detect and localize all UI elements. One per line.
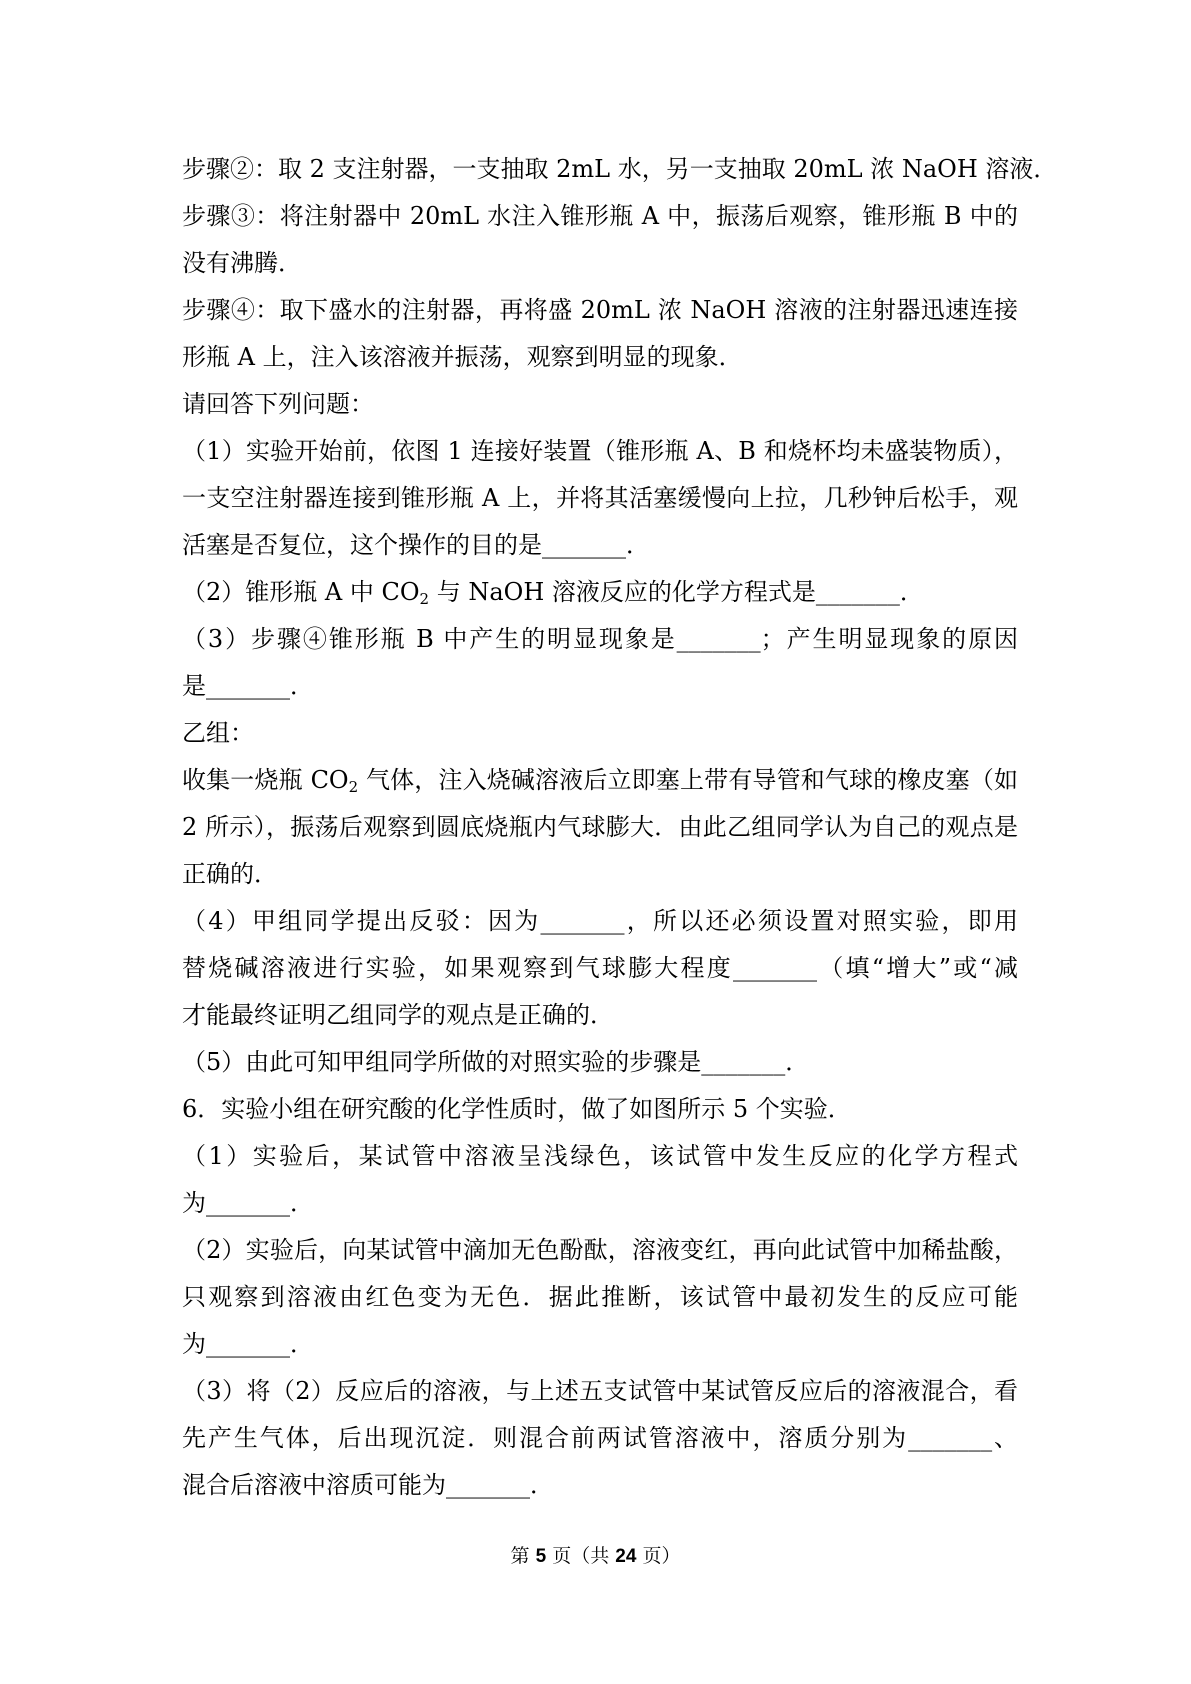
footer-total-pages: 24 <box>615 1546 637 1567</box>
text-line <box>182 146 1058 193</box>
text-line <box>182 616 1018 663</box>
text-segment: 形瓶 A 上，注入该溶液并振荡，观察到明显的现象． <box>182 343 743 371</box>
text-line <box>182 381 1018 428</box>
text-line <box>182 757 1018 804</box>
footer-page-number: 5 <box>535 1546 547 1567</box>
text-segment: 为_______． <box>182 1330 314 1358</box>
text-line <box>182 663 1018 710</box>
text-segment: 先产生气体，后出现沉淀．则混合前两试管溶液中，溶质分别为_______、 <box>182 1424 1018 1452</box>
footer-middle: 页（共 <box>546 1545 616 1567</box>
text-line <box>182 804 1018 851</box>
text-line <box>182 710 1018 757</box>
footer-suffix: 页） <box>636 1545 681 1567</box>
text-segment: 为_______． <box>182 1189 314 1217</box>
text-line <box>182 334 1018 381</box>
text-line <box>182 898 1018 945</box>
text-segment: （2）实验后，向某试管中滴加无色酚酞，溶液变红，再向此试管中加稀盐酸， <box>182 1236 1018 1264</box>
text-segment: 没有沸腾． <box>182 249 302 277</box>
text-line <box>182 1039 1018 1086</box>
text-segment: 正确的． <box>182 860 278 888</box>
text-segment: 是_______． <box>182 672 314 700</box>
text-line <box>182 1086 1018 1133</box>
text-segment: （4）甲组同学提出反驳：因为_______，所以还必须设置对照实验，即用 <box>182 907 1018 935</box>
text-segment: （2）锥形瓶 A 中 CO <box>182 578 420 606</box>
footer-prefix: 第 <box>510 1545 536 1567</box>
text-segment: 收集一烧瓶 CO <box>182 766 349 794</box>
text-segment: 乙组： <box>182 719 254 747</box>
text-line <box>182 287 1018 334</box>
text-line <box>182 522 1018 569</box>
text-line <box>182 1368 1018 1415</box>
text-line <box>182 240 1018 287</box>
text-segment: 混合后溶液中溶质可能为_______． <box>182 1471 554 1499</box>
text-line <box>182 475 1018 522</box>
text-segment: 只观察到溶液由红色变为无色．据此推断，该试管中最初发生的反应可能 <box>182 1283 1018 1311</box>
text-line <box>182 1133 1018 1180</box>
page-footer <box>0 1543 1191 1570</box>
text-line <box>182 1321 1018 1368</box>
text-segment: 才能最终证明乙组同学的观点是正确的． <box>182 1001 614 1029</box>
text-segment: （3）步骤④锥形瓶 B 中产生的明显现象是_______；产生明显现象的原因 <box>182 625 1018 653</box>
text-line <box>182 851 1018 898</box>
text-segment: 6．实验小组在研究酸的化学性质时，做了如图所示 5 个实验． <box>182 1095 852 1123</box>
text-segment: 一支空注射器连接到锥形瓶 A 上，并将其活塞缓慢向上拉，几秒钟后松手，观 <box>182 484 1018 512</box>
text-segment: （5）由此可知甲组同学所做的对照实验的步骤是_______． <box>182 1048 810 1076</box>
text-line <box>182 193 1018 240</box>
text-segment: 活塞是否复位，这个操作的目的是_______． <box>182 531 650 559</box>
subscript: 2 <box>348 778 359 796</box>
text-line <box>182 1227 1018 1274</box>
text-segment: （1）实验后，某试管中溶液呈浅绿色，该试管中发生反应的化学方程式 <box>182 1142 1018 1170</box>
page-content <box>182 146 1058 1509</box>
text-line <box>182 569 1018 616</box>
text-segment: 2 所示），振荡后观察到圆底烧瓶内气球膨大．由此乙组同学认为自己的观点是 <box>182 813 1018 841</box>
text-segment: 步骤③：将注射器中 20mL 水注入锥形瓶 A 中，振荡后观察，锥形瓶 B 中的 <box>182 202 1018 230</box>
text-segment: 步骤④：取下盛水的注射器，再将盛 20mL 浓 NaOH 溶液的注射器迅速连接 <box>182 296 1018 324</box>
text-line <box>182 945 1018 992</box>
text-line <box>182 992 1018 1039</box>
text-line <box>182 1180 1018 1227</box>
text-segment: （3）将（2）反应后的溶液，与上述五支试管中某试管反应后的溶液混合，看 <box>182 1377 1018 1405</box>
text-segment: 步骤②：取 2 支注射器，一支抽取 2mL 水，另一支抽取 20mL 浓 NaOH 溶液． <box>182 155 1058 183</box>
subscript: 2 <box>419 590 430 608</box>
text-segment: （1）实验开始前，依图 1 连接好装置（锥形瓶 A、B 和烧杯均未盛装物质）， <box>182 437 1018 465</box>
text-line <box>182 1274 1018 1321</box>
text-line <box>182 1462 1018 1509</box>
text-segment: 气体，注入烧碱溶液后立即塞上带有导管和气球的橡皮塞（如 <box>365 766 1018 794</box>
text-segment: 与 NaOH 溶液反应的化学方程式是_______． <box>429 578 924 606</box>
text-line <box>182 428 1018 475</box>
text-line <box>182 1415 1018 1462</box>
text-segment: 请回答下列问题： <box>182 390 374 418</box>
text-segment: 替烧碱溶液进行实验，如果观察到气球膨大程度_______（填“增大”或“减 <box>182 954 1018 982</box>
